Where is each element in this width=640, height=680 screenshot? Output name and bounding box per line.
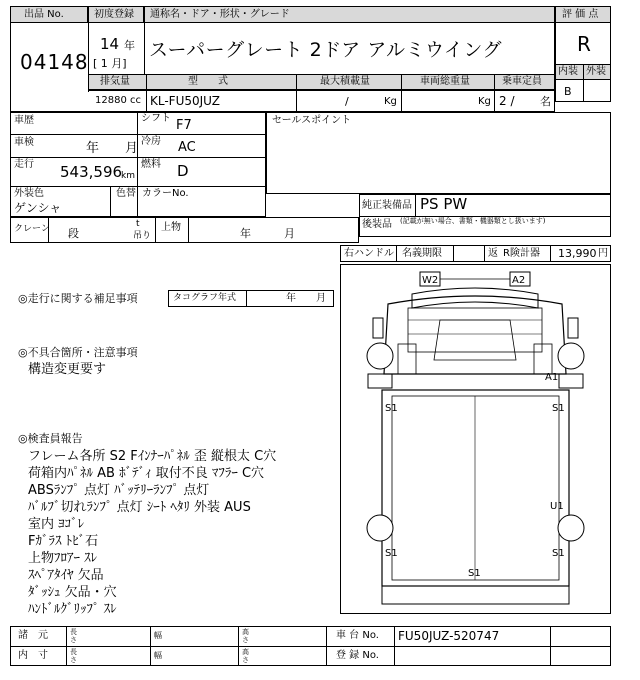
mileage-value: 543,596	[60, 163, 123, 181]
w2-label: W2	[422, 275, 439, 286]
crane-hook: 吊り	[133, 231, 152, 241]
r-meter-value: 13,990	[558, 247, 597, 260]
max-load-label: 最大積載量	[320, 76, 370, 87]
eval-label: 評 価 点	[562, 9, 599, 20]
rhd-label: 右ハンドル	[344, 248, 394, 259]
width-label-1: 幅	[154, 631, 162, 640]
crane-stage: 段	[68, 227, 79, 240]
first-reg-label: 初度登録	[94, 9, 134, 20]
s1-left-lower: S1	[385, 548, 398, 559]
return-label: 返	[488, 248, 498, 259]
chassis-value: FU50JUZ-520747	[398, 629, 500, 643]
capacity-label: 乗車定員	[502, 76, 542, 87]
first-reg-year: 14	[100, 35, 120, 53]
vehicle-diagram	[340, 264, 611, 614]
type-value: KL-FU50JUZ	[150, 94, 220, 108]
history-label: 車歴	[14, 115, 34, 126]
ac-value: AC	[178, 140, 196, 155]
aftermarket-note: (記載が無い場合、書類・機器類とし扱います)	[400, 217, 546, 225]
inspector-line: 上物ﾌﾛｱｰ ｽﾚ	[28, 551, 98, 566]
inspection-value: 年 月	[86, 141, 139, 156]
height-label-1: 高さ	[242, 628, 249, 644]
rear-left-wheel	[367, 515, 393, 541]
height-label-2: 高さ	[242, 648, 249, 664]
front-right-wheel	[558, 343, 584, 369]
first-reg-year-unit: 年	[124, 39, 135, 52]
mileage-label: 走行	[14, 159, 34, 170]
inspector-line: フレーム各所 S2 Fｲﾝﾅｰﾊﾟﾈﾙ 歪 縦根太 C穴	[28, 449, 277, 464]
crane-ton: t	[136, 219, 140, 229]
sales-point-label: セールスポイント	[272, 115, 352, 126]
width-label-2: 幅	[154, 651, 162, 660]
s1-right-upper: S1	[552, 403, 565, 414]
chassis-label: 車 台 No.	[336, 630, 379, 641]
type-label: 型 式	[188, 76, 228, 87]
max-load-value: /	[345, 95, 349, 108]
inspector-line: ｽﾍﾟｱﾀｲﾔ 欠品	[28, 568, 104, 583]
capacity-value: 2 /	[499, 94, 515, 108]
inspector-line: ﾊﾞﾙﾌﾞ切れﾗﾝﾌﾟ 点灯 ｼｰﾄ ﾍﾀﾘ 外装 AUS	[28, 500, 251, 515]
inspector-line: Fｶﾞﾗｽ ﾄﾋﾞ石	[28, 534, 99, 549]
defect-title: ◎不具合箇所・注意事項	[18, 346, 138, 359]
fuel-label: 燃料	[141, 159, 161, 170]
capacity-unit: 名	[540, 95, 551, 108]
ac-label: 冷房	[141, 136, 161, 147]
inspector-line: ﾊﾝﾄﾞﾙｸﾞﾘｯﾌﾟ ｽﾚ	[28, 602, 117, 617]
name-change-label: 名義期限	[402, 248, 442, 259]
model-name: スーパーグレート 2ドア アルミウイング	[149, 39, 502, 61]
tachograph-value: 年 月	[286, 293, 326, 304]
inspector-line: 荷箱内ﾊﾟﾈﾙ AB ﾎﾞﾃﾞｨ 取付不良 ﾏﾌﾗｰ C穴	[28, 466, 265, 481]
shift-value: F7	[176, 118, 192, 133]
interior-score: B	[564, 85, 572, 98]
exterior-color-value: ゲンシャ	[14, 201, 62, 215]
inspector-title: ◎検査員報告	[18, 432, 83, 445]
length-label-2: 長さ	[70, 648, 77, 664]
first-reg-month: [ 1 月]	[93, 57, 127, 70]
a1-label: A1	[545, 372, 559, 383]
cargo-box-outline	[382, 390, 569, 586]
registration-label: 登 録 No.	[336, 650, 379, 661]
color-change-label: 色替	[116, 188, 136, 199]
lot-number: 04148	[20, 50, 89, 74]
color-code-label: カラーNo.	[142, 188, 189, 199]
fuel-value: D	[177, 162, 189, 180]
mileage-unit: km	[121, 171, 135, 181]
crane-label: クレーン	[14, 224, 50, 234]
model-header-label: 通称名・ドア・形状・グレード	[150, 9, 290, 20]
interior-label: 内装	[558, 66, 578, 77]
u1-label: U1	[550, 501, 564, 512]
genuine-label: 純正装備品	[362, 200, 412, 211]
eval-score: R	[577, 32, 591, 56]
bed-value: 年 月	[240, 227, 295, 240]
driving-notes-title: ◎走行に関する補足事項	[18, 292, 138, 305]
r-meter-label: R険計器	[503, 248, 540, 259]
shift-label: シフト	[141, 113, 171, 124]
displacement-label: 排気量	[100, 76, 130, 87]
exterior-color-label: 外装色	[14, 188, 44, 199]
exterior-label: 外装	[586, 66, 606, 77]
tachograph-label: タコグラフ年式	[173, 293, 237, 303]
crane-row	[10, 217, 359, 243]
lot-label: 出品 No.	[24, 9, 64, 20]
length-label-1: 長さ	[70, 628, 77, 644]
inspection-label: 車検	[14, 137, 34, 148]
bed-label: 上物	[161, 222, 181, 233]
dims-label: 諸 元	[18, 630, 48, 641]
displacement-value: 12880 cc	[95, 95, 141, 106]
gvw-unit: Kg	[478, 96, 491, 107]
a2-label: A2	[512, 275, 526, 286]
inspector-line: ABSﾗﾝﾌﾟ 点灯 ﾊﾞｯﾃﾘｰﾗﾝﾌﾟ 点灯	[28, 483, 210, 498]
inspector-line: ﾀﾞｯｼｭ 欠品・穴	[28, 585, 117, 600]
rear-right-wheel	[558, 515, 584, 541]
s1-right-lower: S1	[552, 548, 565, 559]
aftermarket-label: 後装品	[362, 219, 392, 230]
r-meter-unit: 円	[598, 248, 608, 259]
max-load-unit: Kg	[384, 96, 397, 107]
s1-left-upper: S1	[385, 403, 398, 414]
inspector-report	[28, 448, 338, 618]
genuine-value: PS PW	[420, 195, 468, 213]
s1-bottom: S1	[468, 568, 481, 579]
gvw-label: 車両総重量	[420, 76, 470, 87]
inspector-line: 室内 ﾖｺﾞﾚ	[28, 517, 85, 532]
defect-text: 構造変更要す	[28, 362, 107, 377]
inner-dims-label: 内 寸	[18, 650, 48, 661]
front-left-wheel	[367, 343, 393, 369]
